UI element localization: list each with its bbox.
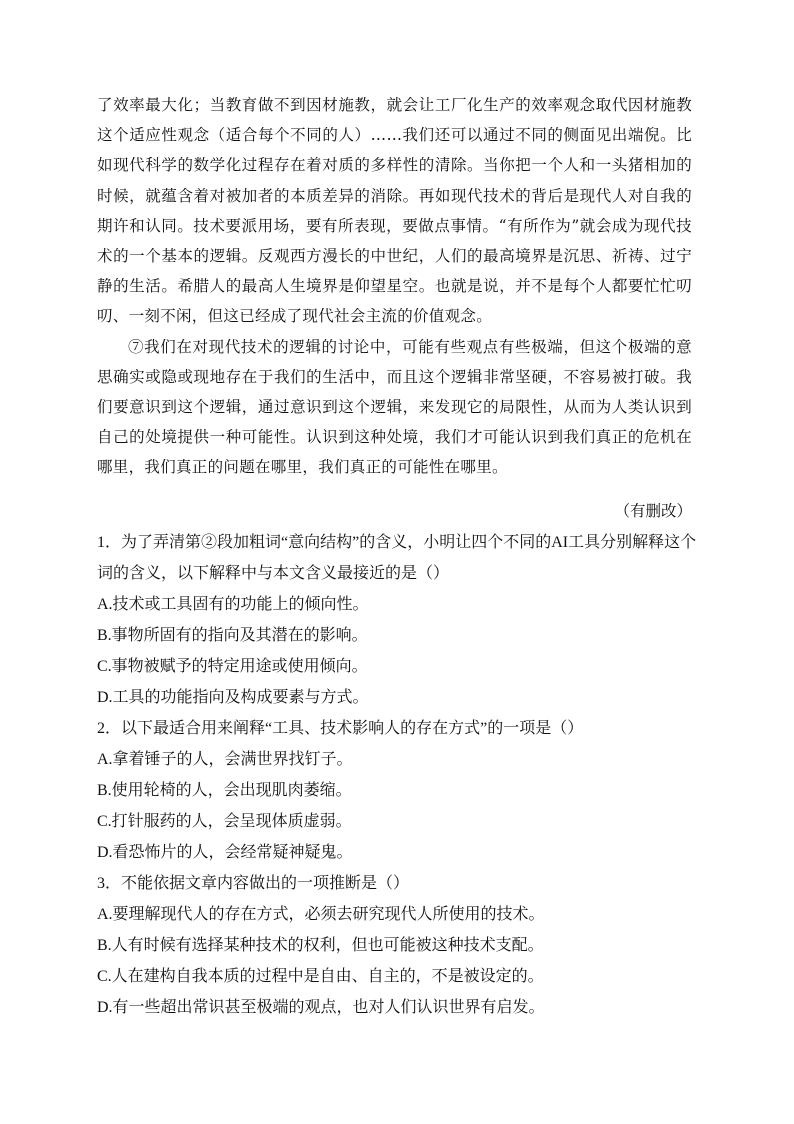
passage-paragraph-continued: 了效率最大化；当教育做不到因材施教，就会让工厂化生产的效率观念取代因材施教这个适应性观念（适合每个不同的人）……我们还可以通过不同的侧面见出端倪。比如现代科学的数学化过程存在着对质的多样性的清除。当你把一个人和一头猪相加的时候，就蕴含着对被加者的本质差异的消除。再如现代技术的背后是现代人对自我的期许和认同。技术要派用场，要有所表现，要做点事情。“有所作为”就会成为现代技术的一个基本的逻辑。反观西方漫长的中世纪，人们的最高境界是沉思、祈祷、过宁静的生活。希腊人的最高人生境界是仰望星空。也就是说，并不是每个人都要忙忙叨叨、一刻不闲，但这已经成了现代社会主流的价值观念。 [97, 96, 692, 326]
option-c: C.人在建构自我本质的过程中是自由、自主的，不是被设定的。 [97, 968, 544, 985]
passage-paragraph-7: ⑦我们在对现代技术的逻辑的讨论中，可能有些观点有些极端，但这个极端的意思确实或隐或现地存在于我们的生活中，而且这个逻辑非常坚硬，不容易被打破。我们要意识到这个逻辑，通过意识到这个逻辑，来发现它的局限性，从而为人类认识到自己的处境提供一种可能性。认识到这种处境，我们才可能认识到我们真正的危机在哪里，我们真正的问题在哪里，我们真正的可能性在哪里。 [97, 337, 692, 477]
option-d: D.有一些超出常识甚至极端的观点，也对人们认识世界有启发。 [97, 999, 545, 1016]
option-b: B.事物所固有的指向及其潜在的影响。 [97, 627, 368, 644]
question-list [97, 527, 697, 1023]
question-stem: 2．以下最适合用来阐释“工具、技术影响人的存在方式”的一项是（） [97, 720, 584, 737]
reading-passage [97, 90, 692, 483]
option-d: D.看恐怖片的人，会经常疑神疑鬼。 [97, 844, 353, 861]
option-b: B.使用轮椅的人，会出现肌肉萎缩。 [97, 782, 352, 799]
option-a: A.拿着锤子的人，会满世界找钉子。 [97, 751, 353, 768]
option-c: C.打针服药的人，会呈现体质虚弱。 [97, 813, 352, 830]
question-2 [97, 713, 697, 868]
source-note: （有删改） [614, 502, 692, 520]
question-stem: 1．为了弄清第②段加粗词“意向结构”的含义，小明让四个不同的AI工具分别解释这个词的含义，以下解释中与本文含义最接近的是（） [97, 534, 697, 582]
option-b: B.人有时候有选择某种技术的权利，但也可能被这种技术支配。 [97, 937, 544, 954]
question-stem: 3．不能依据文章内容做出的一项推断是（） [97, 875, 410, 892]
question-1 [97, 527, 697, 713]
option-d: D.工具的功能指向及构成要素与方式。 [97, 689, 369, 706]
option-c: C.事物被赋予的特定用途或使用倾向。 [97, 658, 368, 675]
option-a: A.要理解现代人的存在方式，必须去研究现代人所使用的技术。 [97, 906, 545, 923]
option-a: A.技术或工具固有的功能上的倾向性。 [97, 596, 369, 613]
question-3 [97, 868, 697, 1023]
